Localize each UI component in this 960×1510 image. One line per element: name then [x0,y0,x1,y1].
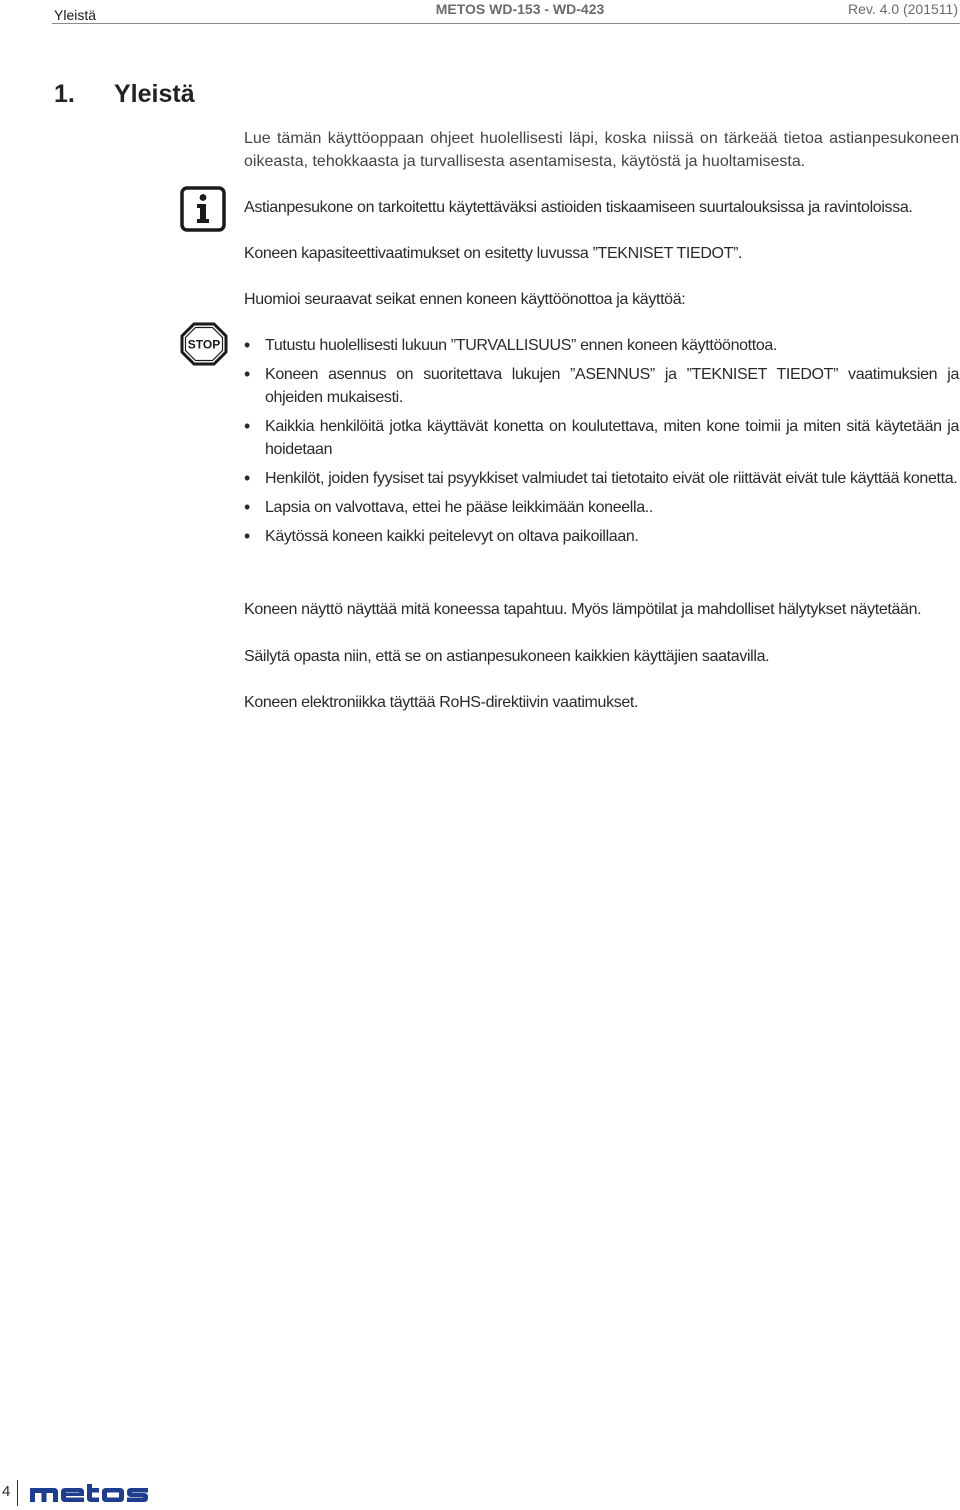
safety-bullet-list [244,334,959,554]
paragraph-intro: Lue tämän käyttöoppaan ohjeet huolellisesti läpi, koska niissä on tärkeää tietoa astianpesukoneen oikeasta, tehokkaasta ja turvallisesta asentamisesta, käytöstä ja huoltamisesta. [244,130,959,170]
list-item: • Kaikkia henkilöitä jotka käyttävät konetta on koulutettava, miten kone toimii ja miten sitä käytetään ja hoidetaan [244,415,959,461]
footer-divider [17,1480,18,1506]
page-number: 4 [2,1483,11,1500]
paragraph-rohs: Koneen elektroniikka täyttää RoHS-direktiivin vaatimukset. [244,694,639,711]
header-model: METOS WD-153 - WD-423 [435,1,605,17]
chapter-number: 1. [54,80,75,108]
info-icon [180,186,226,232]
header-section-name: Yleistä [54,7,97,23]
list-item: • Käytössä koneen kaikki peitelevyt on oltava paikoillaan. [244,525,959,548]
header-divider [52,23,960,24]
stop-sign-icon [180,322,228,366]
paragraph-capacity: Koneen kapasiteettivaatimukset on esitetty luvussa ”TEKNISET TIEDOT”. [244,245,743,262]
list-item: • Koneen asennus on suoritettava lukujen ”ASENNUS” ja ”TEKNISET TIEDOT” vaatimuksien ja ohjeiden mukaisesti. [244,363,959,409]
paragraph-display: Koneen näyttö näyttää mitä koneessa tapahtuu. Myös lämpötilat ja mahdolliset hälytykset näytetään. [244,601,922,618]
stop-sign-label: STOP [187,337,221,352]
header-revision: Rev. 4.0 (201511) [848,1,958,17]
paragraph-notice: Huomioi seuraavat seikat ennen koneen käyttöönottoa ja käyttöä: [244,291,686,308]
list-item: • Lapsia on valvottava, ettei he pääse leikkimään koneella.. [244,496,959,519]
paragraph-storage: Säilytä opasta niin, että se on astianpesukoneen kaikkien käyttäjien saatavilla. [244,648,770,665]
metos-logo [30,1484,148,1504]
paragraph-purpose: Astianpesukone on tarkoitettu käytettäväksi astioiden tiskaamiseen suurtalouksissa ja ravintoloissa. [244,199,913,216]
chapter-title: Yleistä [114,80,195,108]
list-item: • Henkilöt, joiden fyysiset tai psyykkiset valmiudet tai tietotaito eivät ole riittävät eivät tule käyttää konetta. [244,467,959,490]
list-item: • Tutustu huolellisesti lukuun ”TURVALLISUUS” ennen koneen käyttöönottoa. [244,334,959,357]
